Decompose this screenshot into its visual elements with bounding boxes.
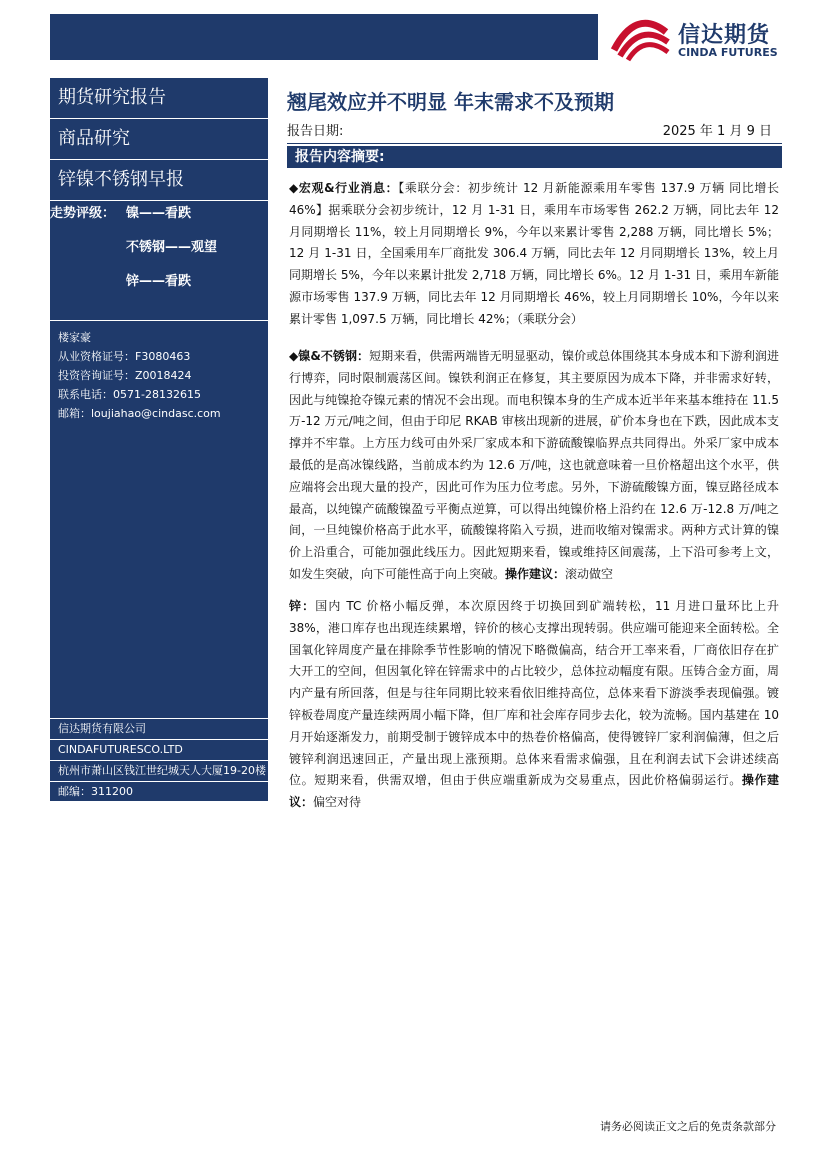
zinc-op: 偏空对待 (313, 795, 362, 810)
analyst-info (58, 328, 221, 423)
analyst-email: 邮箱：loujiahao@cindasc.com (58, 407, 221, 420)
rating-label: 走势评级： (50, 206, 116, 221)
report-title: 翘尾效应并不明显 年末需求不及预期 (287, 90, 614, 114)
nickel-op: 滚动做空 (565, 566, 614, 581)
analyst-name: 楼家豪 (58, 331, 91, 344)
nickel-text: 短期来看，供需两端皆无明显驱动，镍价或总体围绕其本身成本和下游利润进行博弈，同时限制震荡区间。镍铁利润正在修复，其主要原因为成本下降，并非需求好转，因此与纯镍抢夺镍元素的情况不会出现。而电积镍本身的生产成本近半年来基本维持在 11.5 万-12 万元/吨之间，但由于印尼 RKAB 审核出现新的进展，矿价本身也在下跌，因此成本支撑并不牢靠。上方压力线可由外采厂家成本和下游硫酸镍临界点共同得出。外采厂家中成本最低的是高冰镍线路，当前成本约为 12.6 万/吨，这也就意味着一旦价格超出这个水平，供应端将会出现大量的投产，因此可作为压力位考虑。另外，下游硫酸镍方面，镍豆路径成本最高，以纯镍产硫酸镍盈亏平衡点逆算，可以得出纯镍价格上沿约在 12.6 万-12.8 万/吨之间，一旦纯镍价格高于此水平，硫酸镍将陷入亏损，进而收缩对镍需求。两种方式计算的镍价上沿重合，可能加强此线压力。因此短期来看，镍或维持区间震荡，上下沿可参考上文，如发生突破，向下可能性高于向上突破。 (289, 349, 779, 581)
company-postcode: 邮编：311200 (50, 781, 268, 802)
sidebar (50, 78, 268, 801)
rating-stainless: 不锈钢——观望 (126, 240, 218, 255)
nickel-paragraph (289, 346, 779, 586)
analyst-qualification: 从业资格证号：F3080463 (58, 350, 191, 363)
sidebar-report-type: 期货研究报告 (50, 78, 268, 119)
zinc-lead: 锌： (289, 599, 316, 613)
company-name: 信达期货有限公司 (50, 718, 268, 739)
date-value: 2025 年 1 月 9 日 (662, 124, 772, 139)
company-info (50, 718, 268, 802)
macro-paragraph (289, 178, 779, 331)
sidebar-report-name: 锌镍不锈钢早报 (50, 160, 268, 201)
header-bar (50, 14, 598, 60)
nickel-lead: ◆镍&不锈钢： (289, 349, 370, 363)
rating-nickel: 镍——看跌 (126, 206, 192, 221)
company-name-en: CINDAFUTURESCO.LTD (50, 739, 268, 760)
analyst-investment-cert: 投资咨询证号：Z0018424 (58, 369, 192, 382)
disclaimer-note: 请务必阅读正文之后的免责条款部分 (600, 1120, 776, 1133)
zinc-text: 国内 TC 价格小幅反弹，本次原因终于切换回到矿端转松，11 月进口量环比上升 38%，港口库存也出现连续累增，锌价的核心支撑出现转弱。供应端可能迎来全面转松。全国氧化锌周度产量在排除季节性影响的情况下略微偏高，结合开工率来看，厂商依旧存在扩大开工的空间，但因氧化锌在锌需求中的占比较少，总体拉动幅度有限。压铸合金方面，周内产量有所回落，但是与往年同期比较来看依旧维持高位，总体来看下游淡季表现偏强。镀锌板卷周度产量连续两周小幅下降，但厂库和社会库存同步去化，较为流畅。国内基建在 10 月开始逐渐发力，前期受制于镀锌成本中的热卷价格偏高，使得镀锌厂家利润偏薄，但之后镀锌利润迅速回正，产量出现上涨预期。总体来看需求偏强，且在利润去试下会讲述续高位。短期来看，供需双增，但由于供应端重新成为交易重点，因此价格偏弱运行。 (289, 599, 779, 788)
report-date-line (287, 120, 782, 144)
macro-lead: ◆宏观&行业消息： (289, 181, 399, 195)
date-label: 报告日期: (287, 124, 344, 139)
logo-text-cn: 信达期货 (678, 23, 771, 48)
macro-text: 【乘联分会：初步统计 12 月新能源乘用车零售 137.9 万辆 同比增长 46%】据乘联分会初步统计，12 月 1-31 日，乘用车市场零售 262.2 万辆，同比去年 12 月同期增长 11%，较上月同期增长 9%，今年以来累计零售 2,288 万辆，同比增长 5%；12 月 1-31 日，全国乘用车厂商批发 306.4 万辆，同比去年 12 月同期增长 13%，较上月同期增长 5%，今年以来累计批发 2,718 万辆，同比增长 6%。12 月 1-31 日，乘用车新能源市场零售 137.9 万辆，同比去年 12 月同期增长 46%，较上月同期增长 10%，今年以来累计零售 1,097.5 万辆，同比增长 42%；（乘联分会） (289, 181, 780, 326)
nickel-op-label: 操作建议： (505, 566, 566, 581)
zinc-op-label: 操作建议： (289, 773, 779, 810)
rating-zinc: 锌——看跌 (126, 274, 192, 289)
abstract-header: 报告内容摘要: (287, 146, 782, 168)
divider (50, 320, 268, 321)
logo-text-en: CINDA FUTURES (678, 46, 778, 59)
company-address: 杭州市萧山区钱江世纪城天人大厦19-20楼 (50, 760, 268, 781)
analyst-phone: 联系电话：0571-28132615 (58, 388, 201, 401)
sidebar-category: 商品研究 (50, 119, 268, 160)
logo-mark-icon (606, 12, 672, 62)
company-logo (606, 12, 786, 62)
zinc-paragraph (289, 596, 779, 814)
